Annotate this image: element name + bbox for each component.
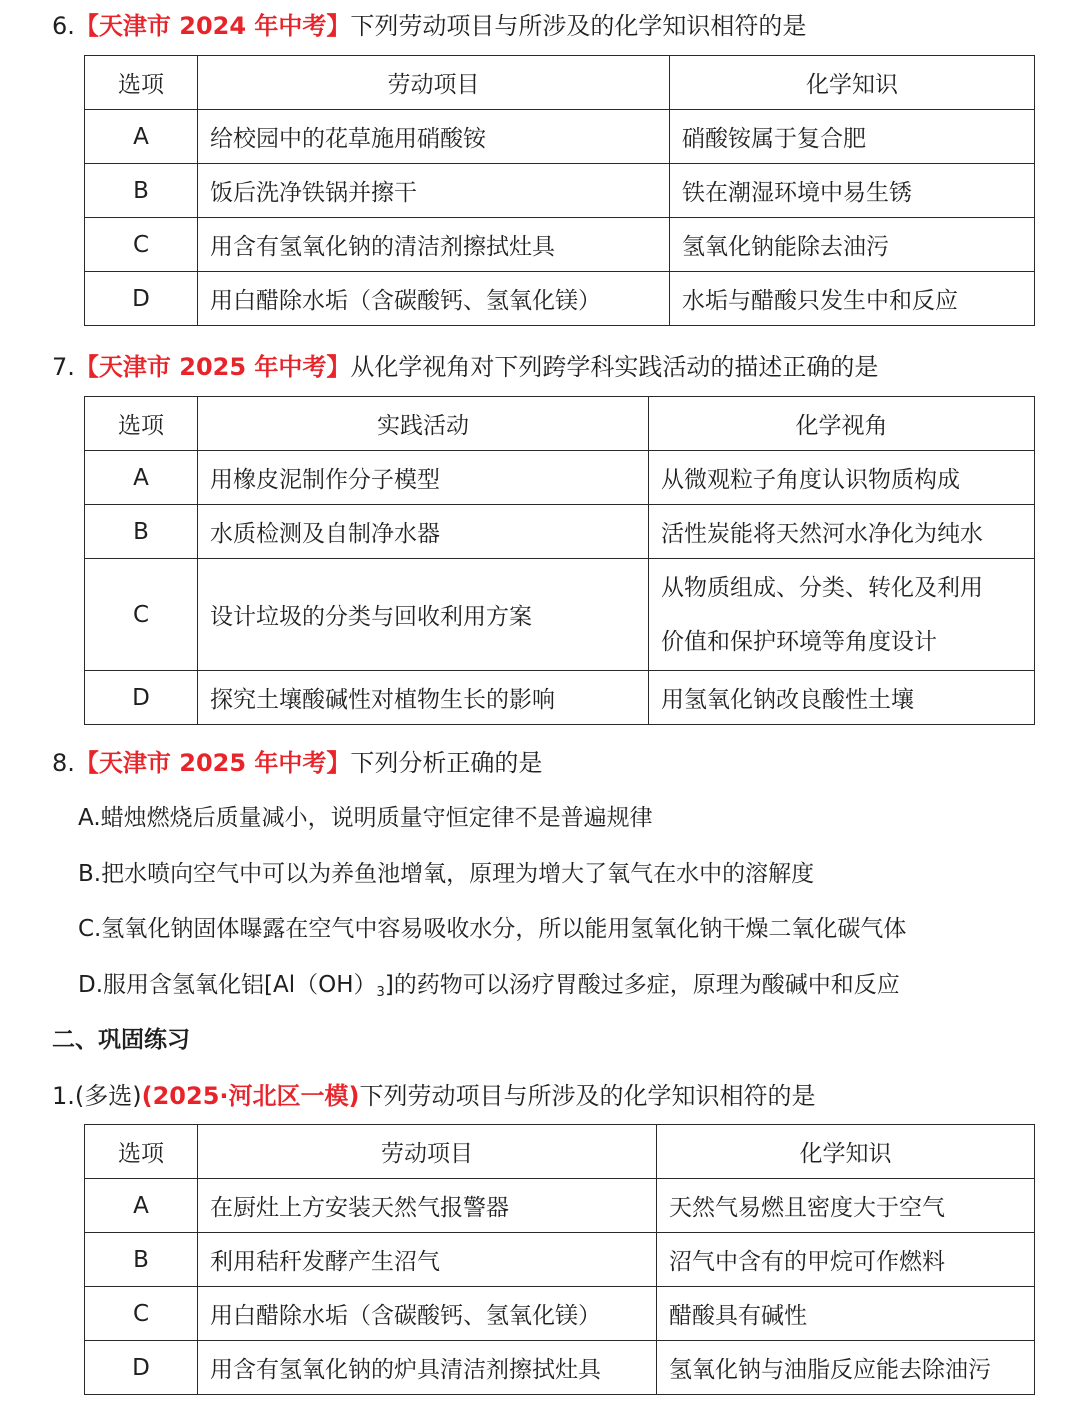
question-text: 下列劳动项目与所涉及的化学知识相符的是 xyxy=(359,1082,816,1110)
table-row xyxy=(85,1233,1035,1287)
table-header-row xyxy=(85,1125,1035,1179)
chem-knowledge: 硝酸铵属于复合肥 xyxy=(670,110,1035,164)
table-row xyxy=(85,110,1035,164)
choice-d-text-rest: ]的药物可以汤疗胃酸过多症，原理为酸碱中和反应 xyxy=(384,972,900,998)
chem-view-line-1: 从物质组成、分类、转化及利用 xyxy=(661,574,983,601)
chem-knowledge: 氢氧化钠能除去油污 xyxy=(670,218,1035,272)
option-label: A xyxy=(85,1179,198,1233)
question-number: 6. xyxy=(52,12,75,40)
labor-item: 用白醋除水垢（含碳酸钙、氢氧化镁） xyxy=(198,272,670,326)
choice-a: A.蜡烛燃烧后质量减小，说明质量守恒定律不是普遍规律 xyxy=(78,805,653,831)
question-text: 下列分析正确的是 xyxy=(350,749,543,777)
question-7-table xyxy=(84,396,1035,725)
question-number: 1. xyxy=(52,1082,75,1110)
question-6-stem xyxy=(52,6,806,46)
question-number: 8. xyxy=(52,749,75,777)
question-6-table xyxy=(84,55,1035,326)
chem-knowledge: 天然气易燃且密度大于空气 xyxy=(657,1179,1035,1233)
question-text: 从化学视角对下列跨学科实践活动的描述正确的是 xyxy=(350,353,879,381)
labor-item: 给校园中的花草施用硝酸铵 xyxy=(198,110,670,164)
option-label: C xyxy=(85,218,198,272)
table-row xyxy=(85,559,1035,671)
choice-c: C.氢氧化钠固体曝露在空气中容易吸收水分，所以能用氢氧化钠干燥二氧化碳气体 xyxy=(78,916,907,942)
labor-item: 利用秸秆发酵产生沼气 xyxy=(198,1233,657,1287)
choice-d xyxy=(78,965,900,1005)
source-tag: (2025·河北区一模) xyxy=(141,1082,360,1110)
question-7-stem xyxy=(52,347,878,387)
question-text: 下列劳动项目与所涉及的化学知识相符的是 xyxy=(350,12,807,40)
table-header-row xyxy=(85,56,1035,110)
labor-item: 用含有氢氧化钠的清洁剂擦拭灶具 xyxy=(198,218,670,272)
table-row xyxy=(85,505,1035,559)
header-option: 选项 xyxy=(85,1125,198,1179)
option-label: D xyxy=(85,671,198,725)
option-label: C xyxy=(85,1287,198,1341)
practice-activity: 探究土壤酸碱性对植物生长的影响 xyxy=(198,671,649,725)
header-item: 劳动项目 xyxy=(198,56,670,110)
option-label: D xyxy=(85,1341,198,1395)
table-row xyxy=(85,1179,1035,1233)
labor-item: 在厨灶上方安装天然气报警器 xyxy=(198,1179,657,1233)
option-label: A xyxy=(85,110,198,164)
chem-view: 活性炭能将天然河水净化为纯水 xyxy=(649,505,1035,559)
chem-knowledge: 铁在潮湿环境中易生锈 xyxy=(670,164,1035,218)
chem-view: 用氢氧化钠改良酸性土壤 xyxy=(649,671,1035,725)
table-row xyxy=(85,164,1035,218)
practice-activity: 设计垃圾的分类与回收利用方案 xyxy=(198,559,649,671)
labor-item: 用白醋除水垢（含碳酸钙、氢氧化镁） xyxy=(198,1287,657,1341)
header-activity: 实践活动 xyxy=(198,397,649,451)
option-label: D xyxy=(85,272,198,326)
chem-view-line-2: 价值和保护环境等角度设计 xyxy=(661,628,937,655)
option-label: B xyxy=(85,505,198,559)
source-tag: 【天津市 2024 年中考】 xyxy=(74,12,351,40)
option-label: A xyxy=(85,451,198,505)
subscript: 3 xyxy=(376,985,385,1000)
table-row xyxy=(85,272,1035,326)
option-label: B xyxy=(85,164,198,218)
question-type: (多选) xyxy=(74,1082,142,1110)
header-option: 选项 xyxy=(85,56,198,110)
header-knowledge: 化学知识 xyxy=(670,56,1035,110)
question-8-stem xyxy=(52,743,542,783)
section-title: 二、巩固练习 xyxy=(52,1027,190,1053)
practice-activity: 用橡皮泥制作分子模型 xyxy=(198,451,649,505)
chem-view: 从微观粒子角度认识物质构成 xyxy=(649,451,1035,505)
labor-item: 饭后洗净铁锅并擦干 xyxy=(198,164,670,218)
source-tag: 【天津市 2025 年中考】 xyxy=(74,749,351,777)
table-row xyxy=(85,451,1035,505)
choice-d-text: D.服用含氢氧化铝[Al（OH） xyxy=(78,972,377,998)
header-view: 化学视角 xyxy=(649,397,1035,451)
table-row xyxy=(85,218,1035,272)
choice-b: B.把水喷向空气中可以为养鱼池增氧，原理为增大了氧气在水中的溶解度 xyxy=(78,861,815,887)
chem-knowledge: 氢氧化钠与油脂反应能去除油污 xyxy=(657,1341,1035,1395)
chem-knowledge: 沼气中含有的甲烷可作燃料 xyxy=(657,1233,1035,1287)
question-number: 7. xyxy=(52,353,75,381)
source-tag: 【天津市 2025 年中考】 xyxy=(74,353,351,381)
table-row xyxy=(85,671,1035,725)
chem-knowledge: 水垢与醋酸只发生中和反应 xyxy=(670,272,1035,326)
practice-1-stem xyxy=(52,1076,816,1116)
chem-view xyxy=(649,559,1035,671)
header-option: 选项 xyxy=(85,397,198,451)
practice-activity: 水质检测及自制净水器 xyxy=(198,505,649,559)
option-label: B xyxy=(85,1233,198,1287)
option-label: C xyxy=(85,559,198,671)
practice-1-table xyxy=(84,1124,1035,1395)
labor-item: 用含有氢氧化钠的炉具清洁剂擦拭灶具 xyxy=(198,1341,657,1395)
header-item: 劳动项目 xyxy=(198,1125,657,1179)
table-row xyxy=(85,1287,1035,1341)
chem-knowledge: 醋酸具有碱性 xyxy=(657,1287,1035,1341)
table-header-row xyxy=(85,397,1035,451)
table-row xyxy=(85,1341,1035,1395)
header-knowledge: 化学知识 xyxy=(657,1125,1035,1179)
